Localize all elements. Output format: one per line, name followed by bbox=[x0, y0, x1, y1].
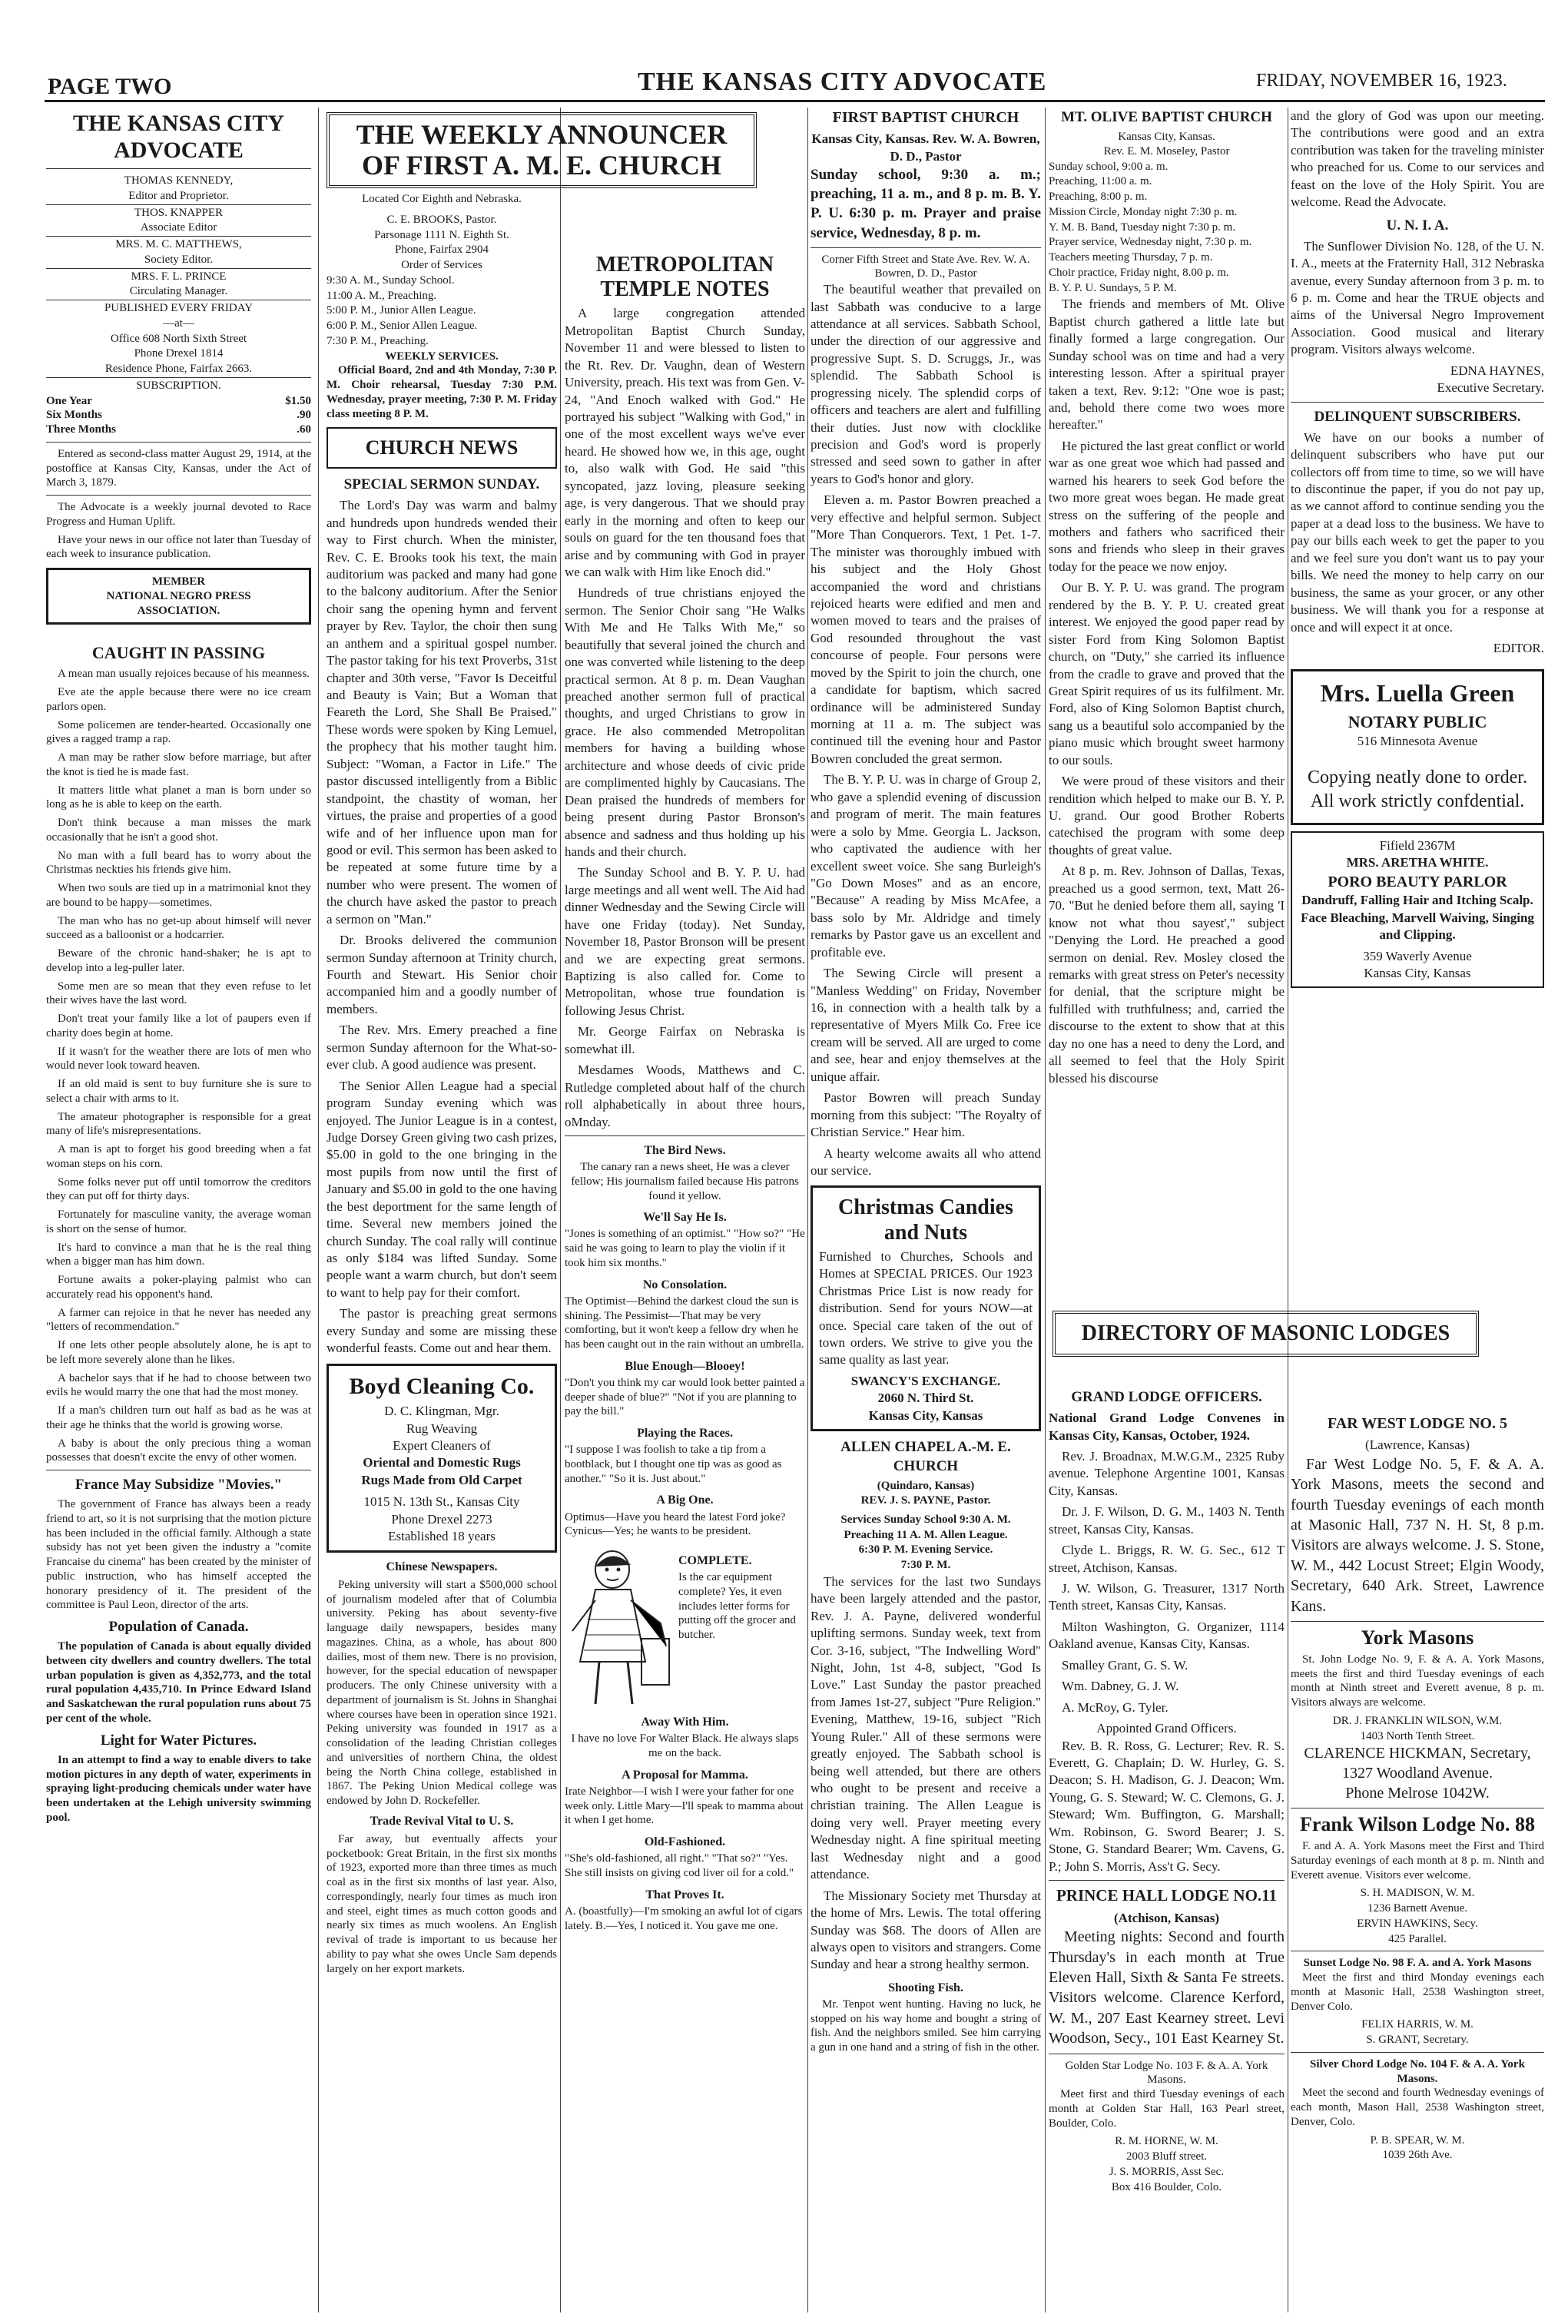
christmas-text: Furnished to Churches, Schools and Homes at SPECIAL PRICES. Our 1923 Christmas Price List is now ready for distribution. Send for yours NOW—at once. Special care taken of the out of town orders. We strive to give you the same quality as last year. bbox=[819, 1248, 1033, 1368]
schedule-line: 6:30 P. M. Evening Service. bbox=[858, 1543, 993, 1557]
poro-owner: MRS. ARETHA WHITE. bbox=[1346, 855, 1489, 870]
article-paragraph: The Lord's Day was warm and balmy and hundreds upon hundreds wended their way to First church. When the minister, Rev. C. E. Brooks took his text, the main auditorium was packed and many had gone to the balcony auditorium. After the Senior choir sang the opening hymn and fervent prayer by Rev. Taylor, the choir then sung an anthem and a spiritual gospel number. The pastor taking for his text Proverbs, 31st chapter and 30th verse, "Favor Is Deceitful and Beauty is Vain; But a Woman that Feareth the Lord, She Shall Be Praised." These words were spoken by King Lemuel, the prophecy that his mother taught him. Subject: "Woman, a Factor in Life." The pastor discussed intelligently from a Biblic standpoint, the chastity of woman, her virtues, the praise and properties of a good wife and of her influence upon man for good or evil. This sermon has been asked to be repeated at some future time by a number who were present. The women of the church have asked the pastor to preach a sermon on "Man." bbox=[327, 498, 557, 927]
christmas-title: Christmas Candies and Nuts bbox=[838, 1195, 1013, 1245]
article-paragraph: Fortunately for masculine vanity, the average woman is short on the sense of humor. bbox=[46, 1208, 311, 1235]
divider bbox=[46, 236, 311, 237]
divider bbox=[1291, 1621, 1544, 1622]
golden-star-title: Golden Star Lodge No. 103 F. & A. A. York Masons. bbox=[1065, 2059, 1268, 2087]
luella-green-title: NOTARY PUBLIC bbox=[1348, 712, 1487, 732]
schedule-line: 7:30 P. M. bbox=[900, 1559, 951, 1572]
joke-text: "Jones is something of an optimist." "How so?" "He said he was going to learn to play the violin if it took him six months." bbox=[565, 1228, 805, 1269]
article-paragraph: A mean man usually rejoices because of his meanness. bbox=[58, 668, 310, 681]
article-paragraph: When two souls are tied up in a matrimonial knot they are bound to be happy—sometimes. bbox=[46, 882, 311, 909]
article-paragraph: He pictured the last great conflict or world war as one great woe which had passed and warned his hearers to seek God before the two more great woes began. He made great stress on the suffering of the people and mothers and fathers who sacrificed their sons and friends who sleep in their graves today for the peace we now enjoy. bbox=[1049, 438, 1285, 574]
pastor-line: Phone, Fairfax 2904 bbox=[394, 244, 489, 257]
fish-title: Shooting Fish. bbox=[888, 1981, 963, 1994]
boyd-line: Oriental and Domestic Rugs bbox=[363, 1455, 521, 1470]
luella-green-ad bbox=[1291, 669, 1544, 825]
complete-cartoon-block bbox=[565, 1547, 805, 1708]
schedule-line: B. Y. P. U. Sundays, 5 P. M. bbox=[1049, 281, 1177, 294]
joke-text: Optimus—Have you heard the latest Ford joke? Cynicus—Yes; he wants to be president. bbox=[565, 1510, 786, 1538]
mt-olive-title: MT. OLIVE BAPTIST CHURCH bbox=[1061, 109, 1272, 125]
masonic-directory-title: DIRECTORY OF MASONIC LODGES bbox=[1081, 1321, 1450, 1345]
boyd-line: Rugs Made from Old Carpet bbox=[361, 1472, 522, 1487]
subscription-term: Three Months bbox=[46, 423, 116, 436]
metropolitan-title: METROPOLITAN TEMPLE NOTES bbox=[595, 253, 774, 302]
article-paragraph: A bachelor says that if he had to choose between two evils he would marry the one that had the most money. bbox=[46, 1371, 311, 1399]
article-paragraph: Don't treat your family like a lot of paupers even if charity does begin at home. bbox=[46, 1013, 311, 1039]
staff-line: THOMAS KENNEDY, bbox=[124, 174, 234, 187]
officer-line: FELIX HARRIS, W. M. bbox=[1361, 2018, 1474, 2031]
delinquent-title: DELINQUENT SUBSCRIBERS. bbox=[1314, 408, 1521, 425]
church-news-banner bbox=[327, 427, 557, 469]
first-baptist-schedule: Sunday school, 9:30 a. m.; preaching, 11 a. m., and 8 p. m. B. Y. P. U. 6:30 p. m. Prayer and praise service, Wednesday, 8 p. m. bbox=[811, 167, 1041, 241]
article-paragraph: Some men are so mean that they even refuse to let their wives have the last word. bbox=[46, 980, 311, 1007]
mt-olive-schedule bbox=[1049, 160, 1285, 296]
boyd-line: Established 18 years bbox=[388, 1529, 496, 1544]
published-line: Office 608 North Sixth Street bbox=[110, 332, 247, 345]
article-paragraph: Don't think because a man misses the mark occasionally that he isn't a good shot. bbox=[46, 817, 311, 844]
member-line: MEMBER bbox=[151, 575, 206, 588]
officer-line: P. B. SPEAR, W. M. bbox=[1370, 2133, 1465, 2147]
schedule-line: Sunday school, 9:00 a. m. bbox=[1049, 160, 1169, 173]
paper-name: THE KANSAS CITY ADVOCATE bbox=[638, 68, 1047, 96]
member-badge bbox=[46, 568, 311, 625]
officer-line: S. H. MADISON, W. M. bbox=[1360, 1887, 1475, 1900]
joke-title: Playing the Races. bbox=[637, 1427, 733, 1440]
allen-chapel-title: ALLEN CHAPEL A.-M. E. CHURCH bbox=[840, 1439, 1011, 1475]
subscription-price: .90 bbox=[297, 409, 311, 422]
article-paragraph: Milton Washington, G. Organizer, 1114 Oakland avenue, Kansas City, Kansas. bbox=[1049, 1619, 1285, 1652]
article-paragraph: The Senior Allen League had a special program Sunday evening which was enjoyed. The Junior League is in a contest, Judge Dorsey Green giving two cash prizes, $5.00 in gold to the one bringing in the most pupils from now until the first of January and $5.00 in gold to the one having the best deportment for the same length of time. Several new members joined the church Sunday. The coal rally will continue as only $184 was lifted Sunday. Some people want a warm church, but don't seem to want to help pay for their comfort. bbox=[327, 1078, 557, 1300]
article-paragraph: Mesdames Woods, Matthews and C. Rutledge completed about half of the church roll alphabetically in about three hours, oMnday. bbox=[565, 1063, 805, 1129]
subscription-table bbox=[46, 394, 311, 437]
silver-chord-title: Silver Chord Lodge No. 104 F. & A. A. York Masons. bbox=[1310, 2057, 1525, 2085]
silver-chord-text: Meet the second and fourth Wednesday evenings of each month, Mason Hall, 2538 Washington street, Denver, Colo. bbox=[1291, 2087, 1544, 2128]
joke-title: A Proposal for Mamma. bbox=[622, 1768, 748, 1782]
schedule-line: Preaching 11 A. M. Allen League. bbox=[844, 1528, 1008, 1541]
officer-line: 1039 26th Ave. bbox=[1382, 2149, 1453, 2162]
column-2-body bbox=[327, 192, 557, 2312]
complete-text-block bbox=[678, 1547, 805, 1708]
joke-text: "I suppose I was foolish to take a tip from a bootblack, but I thought one tip was as good as another." "So it is. Just about." bbox=[565, 1444, 782, 1485]
article-paragraph: A farmer can rejoice in that he never has needed any "letters of recommendation." bbox=[46, 1306, 311, 1334]
first-baptist-sub: Kansas City, Kansas. Rev. W. A. Bowren, D. D., Pastor bbox=[811, 131, 1040, 164]
article-paragraph: Eleven a. m. Pastor Bowren preached a very effective and helpful sermon. Subject "More Than Conquerors. Text, 1 Pet. 1-7. The minister was thoroughly imbued with his subject and the Holy Ghost accompanied the word and christians rejoiced hearts were edified and men and women moved to tears and the praises of God resounded throughout the vast concourse of people. Four persons were moved by the Spirit to join the church, one a candidate for baptism, which sacred ordinance will be administered Sunday morning at 11 a. m. The subject was continued till the evening hour and Pastor Bowren concluded the great sermon. bbox=[811, 492, 1041, 766]
sunset-text: Meet the first and third Monday evenings each month at Masonic Hall, 2538 Washington street, Denver Colo. bbox=[1291, 1971, 1544, 2013]
column-rule bbox=[560, 108, 561, 2312]
officer-line: 2003 Bluff street. bbox=[1125, 2150, 1208, 2163]
golden-star-officers bbox=[1049, 2134, 1285, 2194]
article-paragraph: It's hard to convince a man that he is the real thing when a bigger man has him down. bbox=[46, 1241, 311, 1268]
column-rule bbox=[318, 108, 319, 2312]
entered-notice: Entered as second-class matter August 29, 1914, at the postoffice at Kansas City, Kansas, under the Act of March 3, 1879. bbox=[46, 447, 311, 489]
staff-line: THOS. KNAPPER bbox=[134, 206, 224, 219]
pastor-info bbox=[327, 213, 557, 273]
divider bbox=[46, 377, 311, 378]
article-paragraph: A baby is about the only precious thing a woman possesses that doesn't excite the envy of other women. bbox=[46, 1437, 311, 1464]
article-paragraph: The Missionary Society met Thursday at the home of Mrs. Lewis. The total offering Sunday was $68. The doors of Allen are always open to visitors and strangers. Come Sunday and hear a strong healthy sermon. bbox=[811, 1888, 1041, 1972]
boyd-name: Boyd Cleaning Co. bbox=[349, 1373, 535, 1399]
column-3 bbox=[565, 250, 805, 2312]
column-6-lower bbox=[1291, 1414, 1544, 2312]
article-paragraph: A man may be rather slow before marriage, but after the knot is tied he is made fast. bbox=[46, 751, 311, 778]
christmas-candies-ad bbox=[811, 1185, 1041, 1431]
paper-title: THE KANSAS CITY ADVOCATE bbox=[72, 111, 285, 163]
grand-lodge-title: GRAND LODGE OFFICERS. bbox=[1071, 1389, 1262, 1405]
unia-sign-line: EDNA HAYNES, bbox=[1450, 363, 1544, 378]
article-paragraph: It matters little what planet a man is born under so long as he is able to keep on the earth. bbox=[46, 784, 311, 811]
caught-in-passing-title: CAUGHT IN PASSING bbox=[91, 643, 266, 663]
column-4 bbox=[811, 108, 1041, 2312]
article-paragraph: If it wasn't for the weather there are lots of men who would never look toward heaven. bbox=[46, 1045, 311, 1072]
service-item: 11:00 A. M., Preaching. bbox=[327, 289, 437, 302]
canada-title: Population of Canada. bbox=[108, 1619, 249, 1636]
announcer-banner bbox=[327, 112, 757, 188]
article-paragraph: The amateur photographer is responsible for a great many of life's misrepresentations. bbox=[46, 1110, 311, 1138]
article-paragraph: If one lets other people absolutely alone, he is apt to be left more severely alone than he likes. bbox=[46, 1339, 311, 1366]
sunset-officers bbox=[1291, 2017, 1544, 2047]
news-deadline-notice: Have your news in our office not later than Tuesday of each week to insurance publication. bbox=[46, 533, 311, 561]
divider bbox=[46, 268, 311, 269]
frank-wilson-officers bbox=[1291, 1886, 1544, 1946]
article-paragraph: The Rev. Mrs. Emery preached a fine sermon Sunday afternoon for the What-so-ever club. A good audience was present. bbox=[327, 1023, 557, 1072]
joke-text: "She's old-fashioned, all right." "That so?" "Yes. She still insists on giving cod liver oil for a cold." bbox=[565, 1852, 794, 1879]
staff-line: MRS. M. C. MATTHEWS, bbox=[115, 238, 242, 250]
boyd-manager: D. C. Klingman, Mgr. bbox=[384, 1404, 499, 1419]
divider bbox=[46, 495, 311, 496]
article-paragraph: Pastor Bowren will preach Sunday morning from this subject: "The Royalty of Christian Service." Hear him. bbox=[811, 1090, 1041, 1140]
luella-green-name: Mrs. Luella Green bbox=[1320, 679, 1515, 708]
column-rule bbox=[1045, 108, 1046, 2312]
subscription-row bbox=[46, 408, 311, 423]
subscription-term: Six Months bbox=[46, 409, 102, 422]
article-paragraph: The friends and members of Mt. Olive Baptist church gathered a little late but finally formed a large congregation. Our Sunday school was on time and had a very interesting lesson. After a spiritual prayer taken a text, Rev. 9:12: "One woe is past; and, behold there come two woes more hereafter." bbox=[1049, 297, 1285, 433]
delinquent-text: We have on our books a number of delinquent subscribers who have put our collectors off from time to time, so we will have to discontinue the paper, if you do not pay up, as we cannot afford to continue sending you the paper at a dead loss to the business. We have to pay our bills each week to get the paper to you and we feel sure you don't want us to pay your bills. We need the money to help carry on our business, the same as your grocer, or any other business. We will thank you for a response at once and will expect it at once. bbox=[1291, 429, 1544, 635]
weekly-services-title: WEEKLY SERVICES. bbox=[385, 350, 499, 363]
fish-text: Mr. Tenpot went hunting. Having no luck, he stopped on his way home and bought a string of fish. And the neighbors smiled. See him carrying a gun in one hand and a string of fish in the other. bbox=[811, 1997, 1041, 2054]
prince-hall-title: PRINCE HALL LODGE NO.11 bbox=[1056, 1886, 1278, 1905]
unia-sign-line: Executive Secretary. bbox=[1437, 380, 1544, 396]
luella-green-address: 516 Minnesota Avenue bbox=[1357, 734, 1478, 749]
canada-text: The population of Canada is about equally divided between city dwellers and country dwellers. The total urban population is given as 4,352,773, and the total rural population 4,435,710. In Prince Edward Island and Saskatchewan the rural population runs about 75 per cent of the whole. bbox=[46, 1640, 311, 1725]
light-text: In an attempt to find a way to enable divers to take motion pictures in any depth of water, experiments in spraying light-producing chemicals under water have been undertaken at the Lehigh university swimming pool. bbox=[46, 1753, 311, 1824]
schedule-line: Y. M. B. Band, Tuesday night 7:30 p. m. bbox=[1049, 220, 1236, 234]
column-1 bbox=[46, 108, 311, 2312]
unia-title: U. N. I. A. bbox=[1386, 217, 1449, 234]
officer-line: J. S. MORRIS, Asst Sec. bbox=[1109, 2165, 1225, 2178]
york-masons-officers bbox=[1291, 1714, 1544, 1804]
first-baptist-address: Corner Fifth Street and State Ave. Rev. W. A. Bowren, D. D., Pastor bbox=[821, 253, 1030, 280]
prince-hall-sub: (Atchison, Kansas) bbox=[1114, 1910, 1219, 1925]
schedule-line: Mission Circle, Monday night 7:30 p. m. bbox=[1049, 205, 1238, 218]
mt-olive-sub: Kansas City, Kansas. bbox=[1118, 131, 1215, 144]
article-paragraph: Hundreds of true christians enjoyed the sermon. The Senior Choir sang "He Walks With Me and He Talks With Me," so beautifully that several joined the church and one was converted while listening to the deep practical sermon. At 8 p. m. Dean Vaughan preached another sermon full of practical thoughts, and urged Christians to grow in grace. He also commended Metropolitan members for having a building whose architecture and whose deeds of civic pride are complimented highly by Caucasians. The Dean praised the hundreds of members for being present during Pastor Bronson's absence and sadness and thus holding up his hands and their church. bbox=[565, 585, 805, 859]
luella-green-text: Copying neatly done to order. All work strictly confdential. bbox=[1308, 767, 1527, 812]
officer-line: ERVIN HAWKINS, Secy. bbox=[1357, 1917, 1478, 1930]
subscription-row bbox=[46, 423, 311, 437]
article-paragraph: No man with a full beard has to worry about the Christmas neckties his friends give him. bbox=[46, 849, 311, 877]
article-paragraph: Some policemen are tender-hearted. Occasionally one gives a ragged tramp a rap. bbox=[46, 718, 311, 746]
published-line: Phone Drexel 1814 bbox=[134, 347, 224, 360]
published-line: —at— bbox=[163, 317, 194, 330]
article-paragraph: Dr. J. F. Wilson, D. G. M., 1403 N. Tenth street, Kansas City, Kansas. bbox=[1049, 1504, 1285, 1537]
divider bbox=[46, 204, 311, 205]
announcer-title: THE WEEKLY ANNOUNCER OF FIRST A. M. E. CHURCH bbox=[356, 119, 728, 181]
joke-text: The Optimist—Behind the darkest cloud the sun is shining. The Pessimist—That may be very comforting, but it won't keep a fellow dry when he has been caught out in the rain without an umbrella. bbox=[565, 1295, 804, 1351]
article-paragraph: Eve ate the apple because there were no ice cream parlors open. bbox=[46, 686, 311, 713]
staff-line: Associate Editor bbox=[140, 221, 217, 234]
allen-chapel-sub: (Quindaro, Kansas) bbox=[877, 1480, 975, 1493]
weekly-services-text: Official Board, 2nd and 4th Monday, 7:30 P. M. Choir rehearsal, Tuesday 7:30 P.M. Wednesday, prayer meeting, 7:30 P. M. Friday class meeting 8 P. M. bbox=[327, 364, 557, 420]
services-title: Order of Services bbox=[401, 259, 482, 271]
trade-text: Far away, but eventually affects your pocketbook: Great Britain, in the first six months of 1923, exported more than three times as much coal as in the first six months of last year. Also, correspondingly, nearly four times as much iron and steel, eight times as much cotton goods and nearly six times as much woolens. An English revival of trade is important to us because her ability to pay what she owes Uncle Sam depends largely on her export markets. bbox=[327, 1832, 557, 1975]
joke-text: "Don't you think my car would look better painted a deeper shade of blue?" "Not if you are planning to pay the bill." bbox=[565, 1376, 805, 1418]
chinese-title: Chinese Newspapers. bbox=[386, 1560, 498, 1573]
article-paragraph: If a man's children turn out half as bad as he was at their age he thinks that the world is growing worse. bbox=[46, 1404, 311, 1431]
service-item: 9:30 A. M., Sunday School. bbox=[327, 274, 455, 287]
service-item: 5:00 P. M., Junior Allen League. bbox=[327, 304, 476, 317]
published-line: Residence Phone, Fairfax 2663. bbox=[104, 363, 253, 375]
officer-line: Phone Melrose 1042W. bbox=[1345, 1785, 1490, 1802]
column-rule bbox=[807, 108, 808, 2312]
church-news-title: CHURCH NEWS bbox=[365, 436, 519, 459]
sunset-title: Sunset Lodge No. 98 F. A. and A. York Masons bbox=[1303, 1957, 1532, 1970]
article-paragraph: The Sunday School and B. Y. P. U. had large meetings and all went well. The Aid had dinner Wednesday and the Sewing Circle will have one Friday (today). Net Sunday, November 18, Pastor Bronson will be present and we are expecting great sermons. Baptizing is also called for. Come to Metropolitan, whose true foundation is following Jesus Christ. bbox=[565, 865, 805, 1018]
divider bbox=[1291, 2052, 1544, 2053]
joke-title: No Consolation. bbox=[642, 1278, 728, 1291]
article-paragraph: Rev. J. Broadnax, M.W.G.M., 2325 Ruby avenue. Telephone Argentine 1001, Kansas City, Kansas. bbox=[1049, 1448, 1285, 1498]
article-paragraph: A. McRoy, G. Tyler. bbox=[1062, 1699, 1169, 1715]
poro-address-line: 359 Waverly Avenue bbox=[1363, 948, 1472, 963]
subscription-row bbox=[46, 394, 311, 409]
services-list bbox=[327, 274, 557, 349]
allen-chapel-sub: REV. J. S. PAYNE, Pastor. bbox=[860, 1494, 991, 1507]
article-paragraph: Dr. Brooks delivered the communion sermon Sunday afternoon at Trinity church, Fourth and Stewart. His Senior choir accompanied him and a goodly number of members. bbox=[327, 933, 557, 1016]
joke-text: A. (boastfully)—I'm smoking an awful lot of cigars lately. B.—Yes, I noticed it. You gave me one. bbox=[565, 1905, 803, 1932]
subscription-title: SUBSCRIPTION. bbox=[136, 379, 221, 392]
advocate-notice: The Advocate is a weekly journal devoted to Race Progress and Human Uplift. bbox=[46, 501, 311, 528]
appointed-title: Appointed Grand Officers. bbox=[1096, 1721, 1237, 1736]
divider bbox=[565, 1135, 805, 1136]
pastor-line: Parsonage 1111 N. Eighth St. bbox=[374, 228, 509, 241]
article-paragraph: and the glory of God was upon our meeting. The contributions were good and an extra contribution was taken for the traveling minister who preached for us. Come to our services and feast on the love of the Holy Spirit. You are welcome. Read the Advocate. bbox=[1291, 108, 1544, 210]
service-item: 6:00 P. M., Senior Allen League. bbox=[327, 320, 478, 332]
staff-line: MRS. F. L. PRINCE bbox=[131, 270, 227, 283]
prince-hall-text: Meeting nights: Second and fourth Thursday's in each month at True Eleven Hall, Sixth & Santa Fe streets. Visitors welcome. Clarence Kerford, W. M., 207 East Kearney street. Levi Woodson, Secy., 101 East Kearney St. bbox=[1049, 1928, 1285, 2047]
staff-line: Editor and Proprietor. bbox=[128, 189, 229, 202]
officer-line: S. GRANT, Secretary. bbox=[1366, 2034, 1469, 2047]
frank-wilson-text: F. and A. A. York Masons meet the First and Third Saturday evenings of each month at 8 p. m. Ninth and Everett avenue. Visitors ever welcome. bbox=[1291, 1840, 1544, 1881]
joke-title: That Proves It. bbox=[645, 1888, 724, 1901]
article-paragraph: We were proud of these visitors and their rendition which helped to make our B. Y. P. U. grand. Our good Brother Roberts catechised the program with some deep thoughts of great value. bbox=[1049, 774, 1285, 857]
joke-text: Irate Neighbor—I wish I were your father for one week only. Little Mary—I'll speak to mamma about it when I get home. bbox=[565, 1785, 804, 1827]
joke-title: We'll Say He Is. bbox=[643, 1211, 727, 1225]
golden-star-text: Meet first and third Tuesday evenings of each month at Golden Star Hall, 163 Pearl street, Boulder, Colo. bbox=[1049, 2088, 1285, 2130]
article-paragraph: Mr. George Fairfax on Nebraska is somewhat ill. bbox=[565, 1024, 805, 1056]
boyd-line: Expert Cleaners of bbox=[393, 1438, 491, 1454]
published-line: PUBLISHED EVERY FRIDAY bbox=[104, 302, 254, 314]
page-label: PAGE TWO bbox=[48, 74, 172, 99]
article-paragraph: The beautiful weather that prevailed on last Sabbath was conducive to a large attendance at all services. Sabbath School, under the direction of our aggressive and progressive Supt. S. D. Scruggs, Jr., was splendid. The Sabbath School is progressing nicely. The splendid corps of officers and teachers are alert and fulfilling their duties. Just now with clocklike precision and God's word is properly stressed and seed sown to gather in after years to God's honor and glory. bbox=[811, 282, 1041, 486]
member-line: NATIONAL NEGRO PRESS bbox=[106, 589, 251, 602]
article-paragraph: Fortune awaits a poker-playing palmist who can accurately read his opponent's hand. bbox=[46, 1274, 311, 1301]
cartoon-illustration bbox=[565, 1547, 672, 1708]
far-west-text: Far West Lodge No. 5, F. & A. A. York Masons, meets the second and fourth Tuesday evenings of each month at Masonic Hall, 737 N. H. St, 8 p.m. Visitors are always welcome. J. S. Stone, W. M., 442 Locust Street; Elgin Woody, Secretary, 640 Ark. Street, Lawrence Kans. bbox=[1291, 1455, 1544, 1615]
caught-in-passing-list bbox=[46, 667, 311, 1465]
joke-title: The Bird News. bbox=[644, 1143, 726, 1157]
joke-title: Away With Him. bbox=[641, 1716, 729, 1729]
silver-chord-officers bbox=[1291, 2133, 1544, 2163]
first-baptist-title: FIRST BAPTIST CHURCH bbox=[832, 109, 1019, 126]
boyd-cleaning-ad bbox=[327, 1364, 557, 1553]
article-paragraph: Our B. Y. P. U. was grand. The program rendered by the B. Y. P. U. created great interest. We enjoyed the good paper read by sister Ford from King Solomon Baptist church, on "Duty," she carried its influence from the cradle to grave and proved that the Great Spirit requires of us its fulfilment. Mr. Ford, also of King Solomon Baptist church, sang us a beautiful solo accompanied by the piano music which brought sweet harmony to our souls. bbox=[1049, 580, 1285, 767]
article-paragraph: A hearty welcome awaits all who attend our service. bbox=[811, 1145, 1041, 1178]
mt-olive-sub: Rev. E. M. Moseley, Pastor bbox=[1103, 144, 1230, 157]
article-paragraph: A man is apt to forget his good breeding when a fat woman steps on his corn. bbox=[46, 1143, 311, 1170]
chinese-text: Peking university will start a $500,000 school of journalism modeled after that of Columbia university. Peking has about seventy-five language daily newspapers, besides many magazines. China, as a whole, has about 800 dailies, most of them new. There is no provision, however, for the special education of newspaper producers. The only Chinese university with a department of journalism is St. Johns in Shanghai where courses have been in operation since 1921. Peking university was founded in 1917 as a consolidation of the leading Christian colleges and universities of northern China, the oldest being the North China college, established in 1867. The Peking Union Medical college was endowed by John D. Rockefeller. bbox=[327, 1578, 557, 1808]
officer-line: DR. J. FRANKLIN WILSON, W.M. bbox=[1332, 1714, 1503, 1727]
schedule-line: Services Sunday School 9:30 A. M. bbox=[840, 1513, 1011, 1526]
article-paragraph: The Sewing Circle will present a "Manless Wedding" on Friday, November 16, in connection with a health talk by a representative of Myers Milk Co. Free ice cream will be served. All are urged to come and see, hear and enjoy themselves at the unique affair. bbox=[811, 966, 1041, 1084]
officer-line: 1236 Barnett Avenue. bbox=[1367, 1902, 1468, 1915]
subscription-price: .60 bbox=[297, 423, 311, 436]
staff-list bbox=[46, 174, 311, 393]
far-west-sub: (Lawrence, Kansas) bbox=[1365, 1437, 1470, 1453]
subscription-term: One Year bbox=[46, 394, 92, 407]
far-west-title: FAR WEST LODGE NO. 5 bbox=[1328, 1415, 1507, 1432]
boyd-line: Phone Drexel 2273 bbox=[391, 1511, 492, 1527]
divider bbox=[1291, 402, 1544, 403]
schedule-line: Choir practice, Friday night, 8.00 p. m. bbox=[1049, 266, 1229, 279]
article-paragraph: Wm. Dabney, G. J. W. bbox=[1062, 1679, 1179, 1694]
joke-text: I have no love For Walter Black. He always slaps me on the back. bbox=[571, 1732, 799, 1759]
complete-text: Is the car equipment complete? Yes, it even includes letter forms for putting off the grocer and butcher. bbox=[678, 1571, 797, 1642]
divider bbox=[46, 442, 311, 443]
officer-line: 1403 North Tenth Street. bbox=[1360, 1729, 1475, 1742]
sermon-title: SPECIAL SERMON SUNDAY. bbox=[343, 476, 540, 493]
article-paragraph: At 8 p. m. Rev. Johnson of Dallas, Texas, preached us a good sermon, text, Matt 26-70. "But he denied before them all, saying 'I know not what thou sayest'," subject "Denying the Lord. He preached a good sermon on denial. Rev. Mosley closed the remarks with great stress on Peter's necessity for denial, that the scripture might be fulfilled with truthfulness; and, carried the discourse to the extent to show that at this day no one has a need to deny the Lord, and all seemed to feel that the Holy Spirit blessed his discourse bbox=[1049, 864, 1285, 1086]
service-item: 7:30 P. M., Preaching. bbox=[327, 334, 429, 347]
allen-chapel-schedule bbox=[811, 1513, 1041, 1573]
pastor-line: C. E. BROOKS, Pastor. bbox=[386, 213, 497, 226]
officer-line: 425 Parallel. bbox=[1388, 1932, 1447, 1945]
article-paragraph: The services for the last two Sundays have been largely attended and the pastor, Rev. J. A. Payne, delivered wonderful uplifting sermons. Sunday week, text from Cor. 3-16, subject, "The Indwelling Word" Night, John, 1st 4-8, subject, "God Is Love." Last Sunday the pastor preached from James 1st-27, subject "Pure Religion." Evening, Matthew, 19-16, subject "Rich Young Ruler." All of these sermons were greatly enjoyed. The Sabbath school is being well attended, but there are others who ought to be present and receive a christian training. The Allen League is doing very well. Prayer meeting every Wednesday night. A fine spiritual meeting last Wednesday night and a good attendance. bbox=[811, 1573, 1041, 1882]
article-paragraph: The man who has no get-up about himself will never succeed as a balloonist or a hodcarrier. bbox=[46, 914, 311, 942]
staff-line: Circulating Manager. bbox=[129, 285, 228, 298]
schedule-line: Teachers meeting Thursday, 7 p. m. bbox=[1049, 251, 1213, 264]
france-title: France May Subsidize "Movies." bbox=[75, 1477, 283, 1494]
article-paragraph: J. W. Wilson, G. Treasurer, 1317 North Tenth street, Kansas City, Kansas. bbox=[1049, 1581, 1285, 1613]
schedule-line: Preaching, 8:00 p. m. bbox=[1049, 191, 1148, 204]
article-paragraph: The B. Y. P. U. was in charge of Group 2, who gave a splendid evening of discussion and program of merit. The main features were a solo by Mme. Georgia L. Jackson, who captivated the audience with her excellent sweet voice. She sang Burleigh's "Go Down Moses" and as an encore, "Because" A reading by Miss McAfee, a bass solo by Mr. Aldridge and timely remarks by Pastor gave us an excellent and profitable eve. bbox=[811, 772, 1041, 960]
unia-text: The Sunflower Division No. 128, of the U. N. I. A., meets at the Fraternity Hall, 312 Nebraska avenue, every Sunday afternoon from 3 p. m. to 6 p. m. Come and hear the TRUE objects and aims of the Universal Negro Improvement Association. Good musical and literary program. Visitors always welcome. bbox=[1291, 238, 1544, 357]
divider bbox=[811, 247, 1041, 248]
joke-title: A Big One. bbox=[656, 1494, 714, 1507]
officer-line: 1327 Woodland Avenue. bbox=[1342, 1765, 1493, 1782]
member-line: ASSOCIATION. bbox=[137, 604, 220, 617]
poro-name: PORO BEAUTY PARLOR bbox=[1328, 873, 1507, 890]
joke-title: Blue Enough—Blooey! bbox=[625, 1359, 745, 1373]
christmas-footer-line: SWANCY'S EXCHANGE. bbox=[850, 1373, 1001, 1388]
poro-beauty-ad bbox=[1291, 831, 1544, 988]
issue-date: FRIDAY, NOVEMBER 16, 1923. bbox=[1256, 71, 1507, 91]
article-paragraph: Smalley Grant, G. S. W. bbox=[1062, 1657, 1188, 1673]
frank-wilson-title: Frank Wilson Lodge No. 88 bbox=[1299, 1813, 1536, 1836]
trade-title: Trade Revival Vital to U. S. bbox=[370, 1814, 514, 1828]
delinquent-sign: EDITOR. bbox=[1493, 640, 1544, 655]
article-paragraph: If an old maid is sent to buy furniture she is sure to select a chair with arms to it. bbox=[46, 1078, 311, 1105]
officer-line: CLARENCE HICKMAN, Secretary, bbox=[1304, 1745, 1531, 1762]
subscription-price: $1.50 bbox=[285, 394, 311, 407]
france-text: The government of France has always been a ready friend to art, so it is not surprising that the motion picture has been included in the official family. Although a state subsidy has not yet been given the industry a "comite Francaise du cinema" has been created by the minister of public instruction, who has himself accepted the honorary presidency of it. The president of the committee is Paul Leon, director of the arts. bbox=[46, 1498, 311, 1612]
christmas-footer-line: 2060 N. Third St. bbox=[877, 1391, 974, 1406]
article-paragraph: Some folks never put off until tomorrow the creditors they can put off for thirty days. bbox=[46, 1175, 311, 1203]
joke-title: Old-Fashioned. bbox=[644, 1835, 726, 1849]
poro-text: Dandruff, Falling Hair and Itching Scalp. Face Bleaching, Marvell Waiving, Singing and Clipping. bbox=[1301, 893, 1534, 943]
complete-title: COMPLETE. bbox=[678, 1554, 752, 1568]
york-masons-title: York Masons bbox=[1361, 1626, 1474, 1649]
poro-address-line: Kansas City, Kansas bbox=[1364, 966, 1471, 981]
masthead-rule bbox=[45, 100, 1545, 102]
church-location: Located Cor Eighth and Nebraska. bbox=[362, 193, 522, 205]
officer-line: Box 416 Boulder, Colo. bbox=[1111, 2180, 1222, 2193]
york-masons-text: St. John Lodge No. 9, F. & A. A. York Masons, meets the first and third Tuesday evenings of each month at Ninth street and Everett avenue, 8 p. m. Visitors always are welcome. bbox=[1291, 1653, 1544, 1709]
officer-line: R. M. HORNE, W. M. bbox=[1115, 2135, 1218, 2148]
masthead bbox=[0, 0, 1568, 100]
joke-text: The canary ran a news sheet, He was a clever fellow; His journalism failed because His patrons found it yellow. bbox=[571, 1161, 799, 1202]
divider bbox=[46, 168, 311, 169]
schedule-line: Preaching, 11:00 a. m. bbox=[1049, 175, 1152, 188]
staff-line: Society Editor. bbox=[144, 253, 214, 266]
christmas-footer-line: Kansas City, Kansas bbox=[868, 1407, 983, 1423]
schedule-line: Prayer service, Wednesday night, 7:30 p. m. bbox=[1049, 236, 1252, 249]
appointed-text: Rev. B. R. Ross, G. Lecturer; Rev. R. S. Everett, G. Chaplain; D. W. Hurley, G. S. Deacon; S. H. Madison, G. J. Deacon; Wm. Young, G. S. Steward; W. C. Clemons, G. J. Steward; Wm. Buffington, G. Marshall; Wm. Robinson, G. Sword Bearer; J. S. Stone, G. Standard Bearer; Wm. Cavens, G. P.; John S. Morris, Ass't G. Secy. bbox=[1049, 1738, 1285, 1874]
article-paragraph: The pastor is preaching great sermons every Sunday and some are missing these wonderful feasts. Come out and hear them. bbox=[327, 1306, 557, 1356]
article-paragraph: Clyde L. Briggs, R. W. G. Sec., 612 T street, Atchison, Kansas. bbox=[1049, 1543, 1285, 1575]
grand-lodge-sub: National Grand Lodge Convenes in Kansas City, Kansas, October, 1924. bbox=[1049, 1411, 1285, 1443]
article-paragraph: Beware of the chronic hand-shaker; he is apt to develop into a leg-puller later. bbox=[46, 947, 311, 974]
article-paragraph: A large congregation attended Metropolitan Baptist Church Sunday, November 11 and were blessed to listen to the Rt. Rev. Dr. Vaughn, dean of Western University, preach. His text was from Gen. V-24, "And Enoch walked with God." He portrayed his subject "Walking with God," in one of the most excellent ways we've ever heard. He showed how we, in this age, ought to, also walk with God. He said "this syncopated, jazz loving, pleasure seeking age, is very dangerous. That we should pray early in the morning and often to keep our souls on guard for the ten thousand foes that arise and by communing with God in prayer we can walk with Him like Enoch did." bbox=[565, 306, 805, 579]
poro-phone: Fifield 2367M bbox=[1379, 838, 1456, 854]
boyd-line: 1015 N. 13th St., Kansas City bbox=[363, 1494, 520, 1510]
boyd-line: Rug Weaving bbox=[406, 1421, 478, 1436]
divider bbox=[1049, 1880, 1285, 1881]
column-5-lower bbox=[1049, 1383, 1285, 2312]
light-title: Light for Water Pictures. bbox=[100, 1732, 257, 1749]
